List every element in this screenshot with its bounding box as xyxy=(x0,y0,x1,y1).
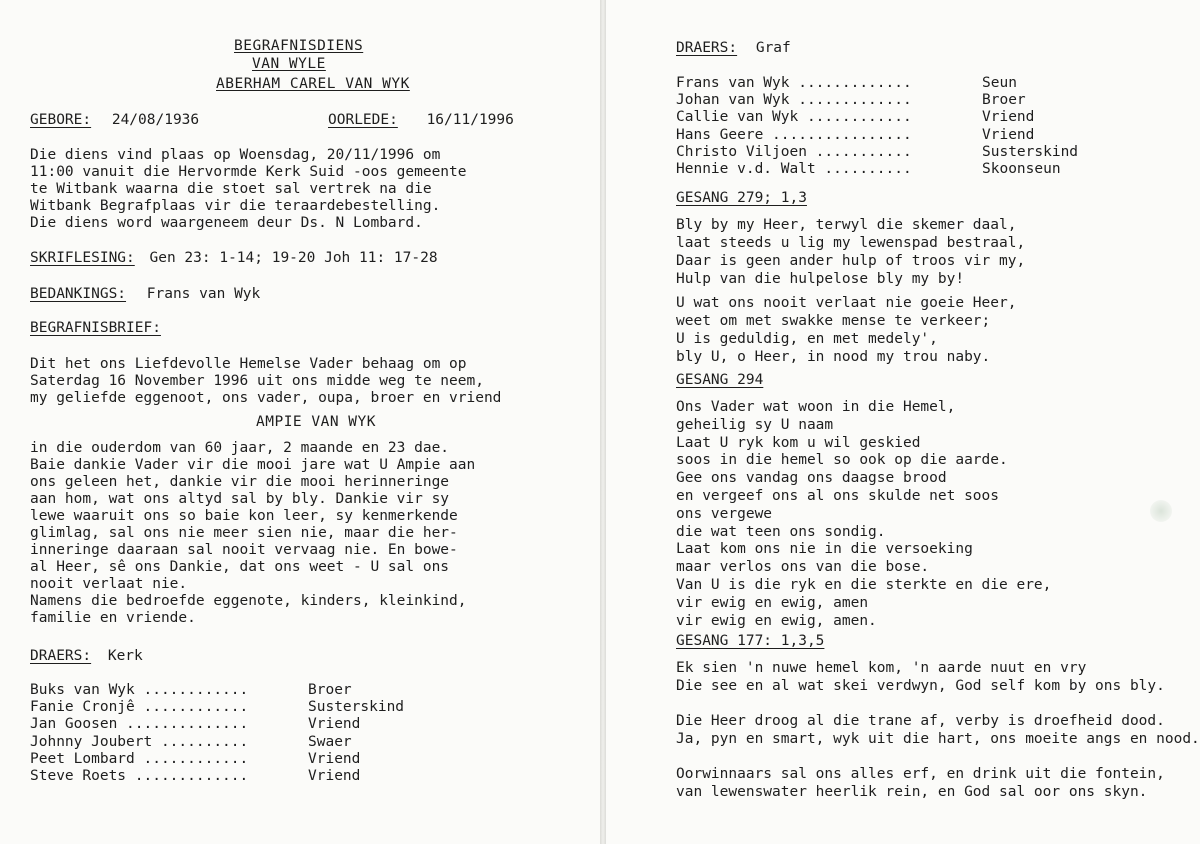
church-bearers-heading xyxy=(30,648,143,664)
hymn-line: U is geduldig, en met medely', xyxy=(676,331,938,347)
hymn-line: ons vergewe xyxy=(676,505,773,522)
hymn-line: Ja, pyn en smart, wyk uit die hart, ons moeite angs en nood. xyxy=(676,731,1200,747)
bearer-name: Jan Goosen .............. xyxy=(30,716,249,733)
hymn-line: Hulp van die hulpelose bly my by! xyxy=(676,271,965,287)
bearer-name: Peet Lombard ............ xyxy=(30,750,249,767)
letter-line: in die ouderdom van 60 jaar, 2 maande en 23 dae. xyxy=(30,440,450,456)
hymn-279-verse-1 xyxy=(676,216,1025,288)
bearer-name: Callie van Wyk ............ xyxy=(676,109,912,126)
bearer-relation: Broer xyxy=(982,92,1026,109)
deceased-name: AMPIE VAN WYK xyxy=(256,414,376,430)
bearer-relation: Susterskind xyxy=(308,699,405,716)
bearer-name: Johnny Joubert .......... xyxy=(30,733,249,750)
bearer-name: Buks van Wyk ............ xyxy=(30,682,249,698)
hymn-line: die wat teen ons sondig. xyxy=(676,523,886,540)
bearer-relation: Vriend xyxy=(982,126,1035,143)
died-value: 16/11/1996 xyxy=(426,112,514,128)
hymn-294-label: GESANG 294 xyxy=(676,372,764,388)
letter-label: BEGRAFNISBRIEF: xyxy=(30,320,161,336)
hymn-line: en vergeef ons al ons skulde net soos xyxy=(676,487,1000,504)
letter-line: nooit verlaat nie. xyxy=(30,576,188,592)
hymn-177-verse-1 xyxy=(676,659,1165,695)
bearer-relation: Broer xyxy=(308,682,352,698)
letter-line: my geliefde eggenoot, ons vader, oupa, broer en vriend xyxy=(30,390,502,406)
hymn-line: Ek sien 'n nuwe hemel kom, 'n aarde nuut en vry xyxy=(676,660,1087,676)
bearer-name: Hennie v.d. Walt .......... xyxy=(676,160,912,177)
thanks-row xyxy=(30,286,260,302)
service-title: BEGRAFNISDIENS xyxy=(234,38,364,54)
letter-line: Baie dankie Vader vir die mooi jare wat U Ampie aan xyxy=(30,457,476,473)
letter-line: al Heer, sê ons Dankie, dat ons weet - U sal ons xyxy=(30,559,450,575)
grave-bearers-heading xyxy=(676,40,791,56)
hymn-line: soos in die hemel so ook op die aarde. xyxy=(676,452,1008,469)
born-row xyxy=(30,112,199,128)
bearer-relation: Skoonseun xyxy=(982,160,1061,177)
bearer-name: Hans Geere ................ xyxy=(676,126,912,143)
bearer-row xyxy=(676,75,1156,92)
bearer-row xyxy=(30,699,450,716)
grave-bearers-place: Graf xyxy=(755,40,791,56)
hymn-line: U wat ons nooit verlaat nie goeie Heer, xyxy=(676,295,1017,311)
service-details xyxy=(30,147,467,232)
right-page xyxy=(606,0,1200,844)
bearer-name: Frans van Wyk ............. xyxy=(676,75,912,91)
bearer-name: Fanie Cronjê ............ xyxy=(30,699,249,716)
hymn-line: van lewenswater heerlik rein, en God sal oor ons skyn. xyxy=(676,784,1148,800)
bearer-relation: Swaer xyxy=(308,733,352,750)
hymn-177-verse-3 xyxy=(676,765,1165,801)
deceased-full-name: ABERHAM CAREL VAN WYK xyxy=(216,76,410,92)
bearer-relation: Seun xyxy=(982,75,1017,91)
hymn-line: Oorwinnaars sal ons alles erf, en drink uit die fontein, xyxy=(676,766,1165,782)
hymn-294-text xyxy=(676,399,1051,630)
hymn-279-verse-2 xyxy=(676,294,1016,366)
bearer-row xyxy=(676,144,1156,161)
bearer-name: Steve Roets ............. xyxy=(30,767,249,784)
service-line: Die diens word waargeneem deur Ds. N Lombard. xyxy=(30,215,423,231)
hymn-line: Daar is geen ander hulp of troos vir my, xyxy=(676,253,1026,269)
bearer-name: Johan van Wyk ............. xyxy=(676,92,912,109)
bearer-relation: Vriend xyxy=(982,109,1035,126)
reading-label: SKRIFLESING: xyxy=(30,250,135,266)
church-bearers-place: Kerk xyxy=(107,648,143,664)
hymn-279-label: GESANG 279; 1,3 xyxy=(676,190,807,206)
hymn-line: geheilig sy U naam xyxy=(676,416,834,433)
letter-line: lewe waaruit ons so baie kon leer, sy kenmerkende xyxy=(30,508,458,524)
bearer-row xyxy=(30,734,450,751)
bearer-relation: Vriend xyxy=(308,767,361,784)
born-value: 24/08/1936 xyxy=(111,112,200,128)
thanks-label: BEDANKINGS: xyxy=(30,286,127,302)
bearer-row xyxy=(676,127,1156,144)
reading-value: Gen 23: 1-14; 19-20 Joh 11: 17-28 xyxy=(149,250,438,266)
bearer-row xyxy=(676,92,1156,109)
died-label: OORLEDE: xyxy=(328,112,398,128)
born-label: GEBORE: xyxy=(30,112,92,128)
bearer-relation: Vriend xyxy=(308,716,361,733)
hymn-line: Ons Vader wat woon in die Hemel, xyxy=(676,399,956,415)
thanks-value: Frans van Wyk xyxy=(146,286,261,302)
grave-bearers-list xyxy=(676,75,1156,178)
reading-row xyxy=(30,250,438,266)
bearer-row xyxy=(676,161,1156,178)
family-title: VAN WYLE xyxy=(252,56,326,72)
hymn-line: Die see en al wat skei verdwyn, God self kom by ons bly. xyxy=(676,678,1165,694)
hymn-294-heading xyxy=(676,372,763,388)
bearer-row xyxy=(30,716,450,733)
letter-line: Dit het ons Liefdevolle Hemelse Vader behaag om op xyxy=(30,356,467,372)
paper-smudge xyxy=(1150,500,1172,522)
hymn-line: weet om met swakke mense te verkeer; xyxy=(676,313,991,329)
hymn-line: Laat U ryk kom u wil geskied xyxy=(676,434,921,451)
bearer-relation: Susterskind xyxy=(982,143,1079,160)
letter-line: familie en vriende. xyxy=(30,610,196,626)
hymn-line: vir ewig en ewig, amen xyxy=(676,594,869,611)
hymn-177-heading xyxy=(676,633,824,649)
hymn-line: maar verlos ons van die bose. xyxy=(676,559,930,576)
hymn-line: Van U is die ryk en die sterkte en die ere, xyxy=(676,576,1052,593)
died-row xyxy=(328,112,514,128)
church-bearers-label: DRAERS: xyxy=(30,648,92,664)
letter-intro xyxy=(30,356,501,407)
service-line: 11:00 vanuit die Hervormde Kerk Suid -oos gemeente xyxy=(30,164,467,180)
hymn-line: Gee ons vandag ons daagse brood xyxy=(676,470,947,487)
hymn-177-verse-2 xyxy=(676,712,1200,748)
grave-bearers-label: DRAERS: xyxy=(676,40,738,56)
bearer-row xyxy=(30,751,450,768)
hymn-177-label: GESANG 177: 1,3,5 xyxy=(676,633,825,649)
church-bearers-list xyxy=(30,682,450,785)
hymn-279-heading xyxy=(676,190,807,206)
hymn-line: vir ewig en ewig, amen. xyxy=(676,612,877,629)
hymn-line: bly U, o Heer, in nood my trou naby. xyxy=(676,349,991,365)
bearer-row xyxy=(676,109,1156,126)
letter-body xyxy=(30,440,475,627)
hymn-line: Laat kom ons nie in die versoeking xyxy=(676,541,973,558)
letter-line: inneringe daaraan sal nooit vervaag nie. En bowe- xyxy=(30,542,458,558)
service-line: Die diens vind plaas op Woensdag, 20/11/1996 om xyxy=(30,147,441,163)
bearer-name: Christo Viljoen ........... xyxy=(676,143,912,160)
letter-line: glimlag, sal ons nie meer sien nie, maar die her- xyxy=(30,525,458,541)
letter-line: Namens die bedroefde eggenote, kinders, kleinkind, xyxy=(30,593,467,609)
service-line: te Witbank waarna die stoet sal vertrek na die xyxy=(30,181,432,197)
letter-heading xyxy=(30,320,161,336)
hymn-line: Bly by my Heer, terwyl die skemer daal, xyxy=(676,217,1017,233)
bearer-row xyxy=(30,682,450,699)
service-line: Witbank Begrafplaas vir die teraardebestelling. xyxy=(30,198,441,214)
letter-line: ons geleen het, dankie vir die mooi herinneringe xyxy=(30,474,450,490)
hymn-line: laat steeds u lig my lewenspad bestraal, xyxy=(676,235,1026,251)
bearer-row xyxy=(30,768,450,785)
letter-line: Saterdag 16 November 1996 uit ons midde weg te neem, xyxy=(30,373,484,389)
bearer-relation: Vriend xyxy=(308,750,361,767)
letter-line: aan hom, wat ons altyd sal by bly. Dankie vir sy xyxy=(30,491,450,507)
hymn-line: Die Heer droog al die trane af, verby is droefheid dood. xyxy=(676,713,1165,729)
